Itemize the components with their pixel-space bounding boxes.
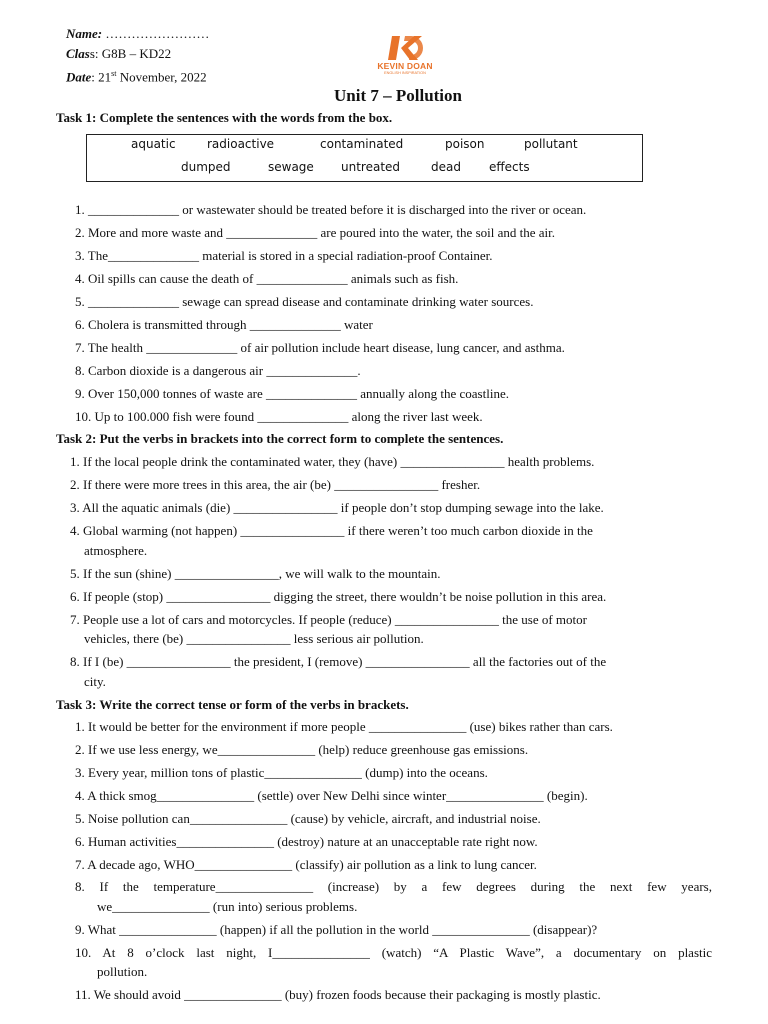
logo-tagline: ENGLISH INSPIRATION <box>384 71 426 75</box>
word-effects: effects <box>489 160 530 174</box>
task3-heading: Task 3: Write the correct tense or form of the verbs in brackets. <box>56 697 409 712</box>
word-contaminated: contaminated <box>320 137 404 151</box>
unit-title: Unit 7 – Pollution <box>334 86 462 105</box>
task2-item-5: 5. If the sun (shine) ________________, we will walk to the mountain. <box>70 566 441 581</box>
word-poison: poison <box>445 137 485 151</box>
date-suffix: st <box>111 69 117 78</box>
date-value: : 21 <box>91 69 112 85</box>
task3-item-5: 5. Noise pollution can_______________ (cause) by vehicle, aircraft, and industrial noise. <box>75 811 541 826</box>
task2-item-3: 3. All the aquatic animals (die) ________________ if people don’t stop dumping sewage into the lake. <box>70 500 604 515</box>
task2-item-7: 7. People use a lot of cars and motorcycles. If people (reduce) ________________ the use of motor <box>70 612 587 627</box>
kevin-doan-logo <box>372 34 438 82</box>
task3-item-7: 7. A decade ago, WHO_______________ (classify) air pollution as a link to lung cancer. <box>75 857 537 872</box>
task3-item-8: 8. If the temperature_______________ (increase) by a few degrees during the next few years, <box>75 879 712 894</box>
task2-item-1: 1. If the local people drink the contaminated water, they (have) ________________ health problems. <box>70 454 595 469</box>
task3-item-4: 4. A thick smog_______________ (settle) over New Delhi since winter_______________ (begin). <box>75 788 588 803</box>
task2-item-8: 8. If I (be) ________________ the president, I (remove) ________________ all the factories out of the <box>70 654 607 669</box>
name-label: Name: <box>66 26 103 41</box>
task2-heading: Task 2: Put the verbs in brackets into the correct form to complete the sentences. <box>56 431 504 446</box>
task3-item-1: 1. It would be better for the environment if more people _______________ (use) bikes rather than cars. <box>75 719 613 734</box>
task1-item-2: 2. More and more waste and ______________ are poured into the water, the soil and the air. <box>75 225 555 240</box>
task1-item-10: 10. Up to 100.000 fish were found ______________ along the river last week. <box>75 409 483 424</box>
task2-item-4: 4. Global warming (not happen) ________________ if there weren’t too much carbon dioxide in the <box>70 523 593 538</box>
word-box <box>86 134 643 182</box>
class-label-end: s <box>89 46 95 61</box>
class-value: : G8B – KD22 <box>94 46 172 61</box>
task3-item-9: 9. What _______________ (happen) if all the pollution in the world _______________ (disappear)? <box>75 922 598 937</box>
task2-item-7-cont: vehicles, there (be) ________________ less serious air pollution. <box>84 631 424 646</box>
word-aquatic: aquatic <box>131 137 176 151</box>
task2-item-4-cont: atmosphere. <box>84 543 148 558</box>
task1-item-7: 7. The health ______________ of air pollution include heart disease, lung cancer, and asthma. <box>75 340 565 355</box>
task1-item-1: 1. ______________ or wastewater should be treated before it is discharged into the river or ocean. <box>75 202 587 217</box>
task1-item-9: 9. Over 150,000 tonnes of waste are ______________ annually along the coastline. <box>75 386 509 401</box>
task2-item-2: 2. If there were more trees in this area, the air (be) ________________ fresher. <box>70 477 481 492</box>
word-dead: dead <box>431 160 461 174</box>
word-radioactive: radioactive <box>207 137 275 151</box>
task3-item-11: 11. We should avoid _______________ (buy) frozen foods because their packaging is mostly plastic. <box>75 987 601 1002</box>
class-line <box>66 46 171 62</box>
task2-item-8-cont: city. <box>84 674 106 689</box>
task3-item-10: 10. At 8 o’clock last night, I_______________ (watch) “A Plastic Wave”, a documentary on plastic <box>75 945 712 960</box>
task3-item-2: 2. If we use less energy, we_______________ (help) reduce greenhouse gas emissions. <box>75 742 529 757</box>
task1-item-5: 5. ______________ sewage can spread disease and contaminate drinking water sources. <box>75 294 534 309</box>
date-month: November, 2022 <box>116 69 207 85</box>
name-line <box>66 26 209 42</box>
task1-item-3: 3. The______________ material is stored in a special radiation-proof Container. <box>75 248 493 263</box>
class-label: Clas <box>66 46 90 61</box>
task2-item-6: 6. If people (stop) ________________ digging the street, there wouldn’t be noise pollution in this area. <box>70 589 607 604</box>
task3-item-6: 6. Human activities_______________ (destroy) nature at an unacceptable rate right now. <box>75 834 538 849</box>
logo-mark-icon <box>372 34 438 62</box>
logo-brand: KEVIN DOAN <box>377 61 433 71</box>
task3-item-10-cont: pollution. <box>97 964 148 979</box>
date-label: Date <box>66 69 92 85</box>
word-untreated: untreated <box>341 160 401 174</box>
word-dumped: dumped <box>181 160 231 174</box>
task1-item-8: 8. Carbon dioxide is a dangerous air ______________. <box>75 363 361 378</box>
task3-item-3: 3. Every year, million tons of plastic_______________ (dump) into the oceans. <box>75 765 488 780</box>
date-line <box>66 66 207 85</box>
word-pollutant: pollutant <box>524 137 578 151</box>
task1-heading: Task 1: Complete the sentences with the words from the box. <box>56 110 393 125</box>
task1-item-4: 4. Oil spills can cause the death of ______________ animals such as fish. <box>75 271 459 286</box>
task1-item-6: 6. Cholera is transmitted through ______________ water <box>75 317 373 332</box>
word-sewage: sewage <box>268 160 314 174</box>
name-value: …………………… <box>102 26 210 41</box>
task3-item-8-cont: we_______________ (run into) serious problems. <box>97 899 358 914</box>
